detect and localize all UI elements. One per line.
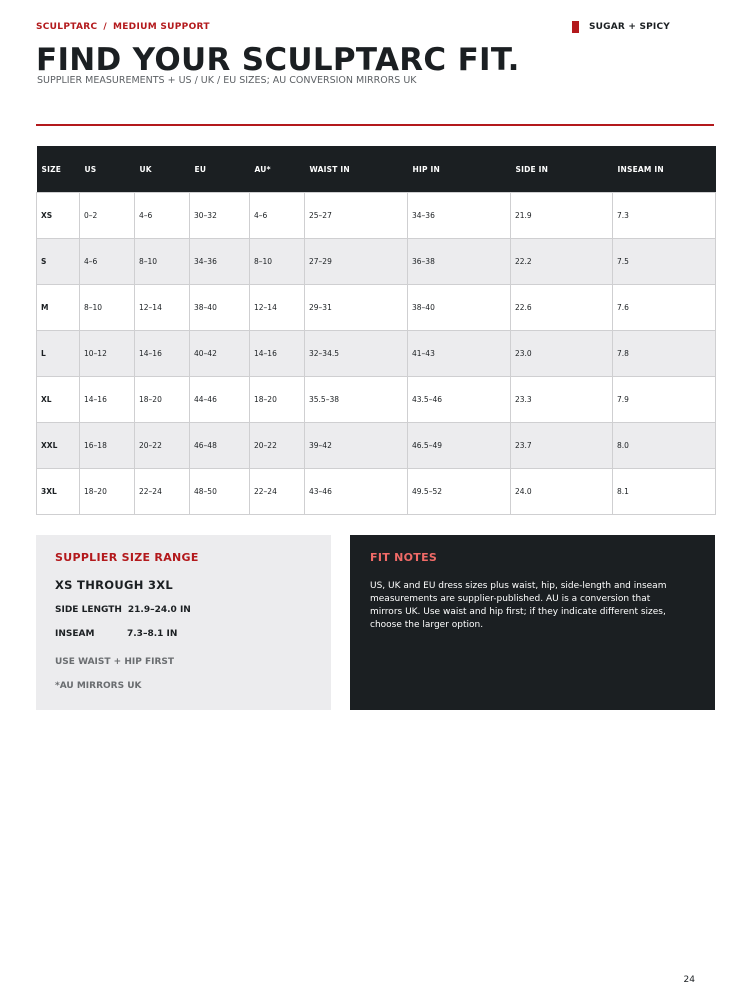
- table-header-row: [37, 146, 716, 193]
- cell-size: XXL: [37, 423, 80, 469]
- cell-uk: 4–6: [135, 193, 190, 239]
- cell-uk: 14–16: [135, 331, 190, 377]
- table-row: [37, 285, 716, 331]
- cell-hip: 43.5–46: [408, 377, 511, 423]
- cell-inseam: 8.1: [613, 469, 716, 515]
- column-header-eu: EU: [190, 146, 250, 193]
- cell-eu: 38–40: [190, 285, 250, 331]
- size-range-panel: [36, 535, 331, 710]
- cell-eu: 46–48: [190, 423, 250, 469]
- size-range-value: XS THROUGH 3XL: [55, 578, 174, 592]
- cell-eu: 48–50: [190, 469, 250, 515]
- cell-us: 14–16: [80, 377, 135, 423]
- breadcrumb-separator: /: [103, 22, 107, 32]
- cell-eu: 34–36: [190, 239, 250, 285]
- cell-hip: 34–36: [408, 193, 511, 239]
- cell-side: 22.2: [511, 239, 613, 285]
- cell-side: 23.0: [511, 331, 613, 377]
- cell-eu: 30–32: [190, 193, 250, 239]
- column-header-hip: HIP IN: [408, 146, 511, 193]
- cell-inseam: 8.0: [613, 423, 716, 469]
- cell-waist: 43–46: [305, 469, 408, 515]
- cell-side: 24.0: [511, 469, 613, 515]
- fit-notes-panel: [350, 535, 715, 710]
- breadcrumb-brand: SCULPTARC: [36, 22, 98, 32]
- cell-size: L: [37, 331, 80, 377]
- cell-us: 18–20: [80, 469, 135, 515]
- fit-notes-heading: FIT NOTES: [370, 551, 438, 564]
- column-header-waist: WAIST IN: [305, 146, 408, 193]
- inseam-spec: [55, 629, 177, 639]
- cell-waist: 32–34.5: [305, 331, 408, 377]
- page-number: 24: [683, 975, 695, 985]
- table-row: [37, 423, 716, 469]
- cell-us: 10–12: [80, 331, 135, 377]
- page-title: FIND YOUR SCULPTARC FIT.: [36, 42, 520, 78]
- cell-size: M: [37, 285, 80, 331]
- column-header-inseam: INSEAM IN: [613, 146, 716, 193]
- breadcrumb-category: MEDIUM SUPPORT: [112, 22, 210, 32]
- cell-inseam: 7.5: [613, 239, 716, 285]
- cell-us: 0–2: [80, 193, 135, 239]
- cell-size: XS: [37, 193, 80, 239]
- cell-au: 22–24: [250, 469, 305, 515]
- inseam-value: 7.3–8.1 IN: [127, 629, 178, 639]
- cell-us: 4–6: [80, 239, 135, 285]
- size-chart-table: [36, 146, 716, 515]
- cell-au: 4–6: [250, 193, 305, 239]
- cell-inseam: 7.9: [613, 377, 716, 423]
- brand-lockup: [572, 21, 670, 33]
- cell-hip: 49.5–52: [408, 469, 511, 515]
- cell-side: 21.9: [511, 193, 613, 239]
- cell-size: 3XL: [37, 469, 80, 515]
- cell-au: 20–22: [250, 423, 305, 469]
- column-header-us: US: [80, 146, 135, 193]
- cell-uk: 12–14: [135, 285, 190, 331]
- table-row: [37, 331, 716, 377]
- side-length-value: 21.9–24.0 IN: [127, 605, 191, 615]
- brand-name: SUGAR + SPICY: [588, 22, 670, 32]
- table-row: [37, 377, 716, 423]
- cell-us: 8–10: [80, 285, 135, 331]
- column-header-uk: UK: [135, 146, 190, 193]
- cell-hip: 46.5–49: [408, 423, 511, 469]
- cell-au: 8–10: [250, 239, 305, 285]
- column-header-size: SIZE: [37, 146, 80, 193]
- cell-inseam: 7.6: [613, 285, 716, 331]
- side-length-spec: [55, 605, 191, 615]
- size-range-heading: SUPPLIER SIZE RANGE: [55, 551, 199, 564]
- cell-inseam: 7.3: [613, 193, 716, 239]
- inseam-label: INSEAM: [55, 629, 95, 639]
- side-length-label: SIDE LENGTH: [55, 605, 122, 615]
- title-divider: [36, 124, 714, 126]
- cell-eu: 40–42: [190, 331, 250, 377]
- cell-side: 22.6: [511, 285, 613, 331]
- cell-side: 23.3: [511, 377, 613, 423]
- cell-eu: 44–46: [190, 377, 250, 423]
- cell-au: 14–16: [250, 331, 305, 377]
- cell-us: 16–18: [80, 423, 135, 469]
- cell-uk: 8–10: [135, 239, 190, 285]
- cell-inseam: 7.8: [613, 331, 716, 377]
- cell-waist: 29–31: [305, 285, 408, 331]
- breadcrumb: [36, 22, 210, 32]
- cell-side: 23.7: [511, 423, 613, 469]
- cell-size: XL: [37, 377, 80, 423]
- table-row: [37, 193, 716, 239]
- cell-waist: 25–27: [305, 193, 408, 239]
- brand-mark-icon: [572, 21, 579, 33]
- waist-hip-note: USE WAIST + HIP FIRST: [55, 657, 174, 667]
- cell-waist: 27–29: [305, 239, 408, 285]
- cell-uk: 20–22: [135, 423, 190, 469]
- au-note: *AU MIRRORS UK: [55, 681, 142, 691]
- cell-uk: 22–24: [135, 469, 190, 515]
- table-row: [37, 239, 716, 285]
- cell-waist: 35.5–38: [305, 377, 408, 423]
- page-subtitle: SUPPLIER MEASUREMENTS + US / UK / EU SIZES; AU CONVERSION MIRRORS UK: [37, 75, 417, 86]
- cell-size: S: [37, 239, 80, 285]
- table-row: [37, 469, 716, 515]
- column-header-side: SIDE IN: [511, 146, 613, 193]
- cell-au: 12–14: [250, 285, 305, 331]
- cell-hip: 38–40: [408, 285, 511, 331]
- cell-waist: 39–42: [305, 423, 408, 469]
- cell-uk: 18–20: [135, 377, 190, 423]
- fit-notes-body: US, UK and EU dress sizes plus waist, hip, side-length and inseam measurements are supplier-published. AU is a conversion that mirrors UK. Use waist and hip first; if they indicate different sizes, choose the larger option.: [370, 581, 667, 630]
- cell-hip: 36–38: [408, 239, 511, 285]
- cell-au: 18–20: [250, 377, 305, 423]
- cell-hip: 41–43: [408, 331, 511, 377]
- column-header-au: AU*: [250, 146, 305, 193]
